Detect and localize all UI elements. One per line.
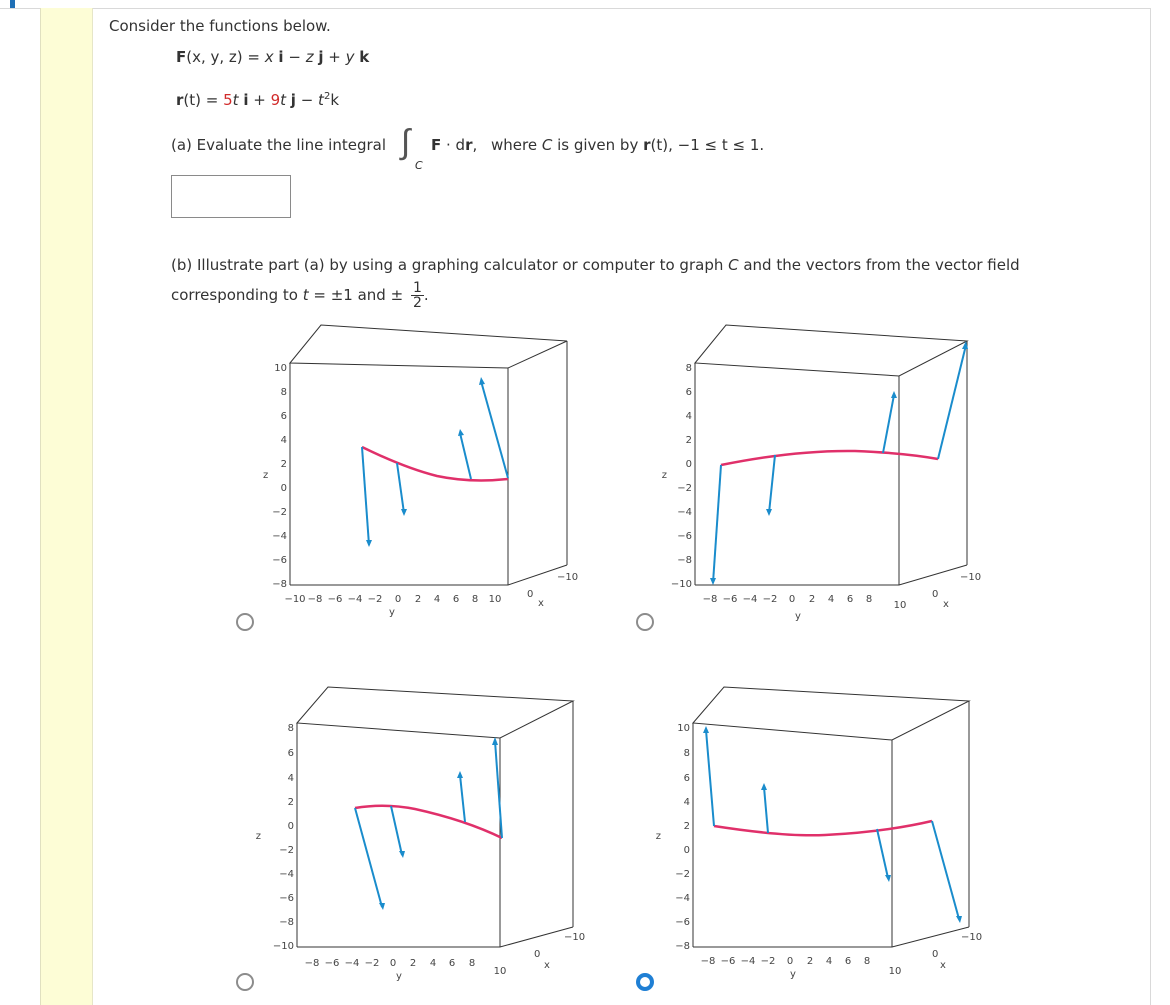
arrowhead xyxy=(399,851,405,858)
integrand: F · dr, xyxy=(431,136,478,154)
svg-text:z: z xyxy=(255,831,261,842)
svg-text:x: x xyxy=(538,598,544,609)
svg-text:−2: −2 xyxy=(760,956,776,967)
arrowhead xyxy=(703,726,709,733)
accent-bar xyxy=(10,0,15,8)
svg-text:−6: −6 xyxy=(279,893,294,904)
svg-text:2: 2 xyxy=(280,459,287,470)
z-tick-labels xyxy=(656,723,690,952)
svg-text:8: 8 xyxy=(685,363,692,374)
svg-text:−6: −6 xyxy=(677,531,692,542)
z-tick-labels xyxy=(256,723,294,952)
svg-text:4: 4 xyxy=(433,594,441,605)
svg-text:8: 8 xyxy=(863,956,871,967)
question-side-strip xyxy=(40,8,93,1005)
svg-text:−8: −8 xyxy=(307,594,323,605)
svg-text:2: 2 xyxy=(414,594,422,605)
arrowhead xyxy=(710,578,716,585)
integral-subscript: C xyxy=(415,159,423,172)
svg-text:2: 2 xyxy=(409,958,417,969)
svg-text:−10: −10 xyxy=(670,579,692,590)
top-rule xyxy=(0,0,1150,9)
svg-text:−6: −6 xyxy=(722,594,738,605)
radio-option-b[interactable] xyxy=(636,613,654,631)
vector-arrow xyxy=(932,821,959,919)
svg-text:−10: −10 xyxy=(272,941,294,952)
svg-text:10: 10 xyxy=(493,966,507,977)
graph-option-a xyxy=(255,323,580,623)
radio-option-a[interactable] xyxy=(236,613,254,631)
svg-text:10: 10 xyxy=(274,363,287,374)
arrowhead xyxy=(761,783,767,790)
svg-text:z: z xyxy=(655,831,661,842)
svg-text:0: 0 xyxy=(788,594,796,605)
y-tick-labels xyxy=(703,594,907,622)
svg-text:−4: −4 xyxy=(279,869,294,880)
vector-arrow xyxy=(397,463,404,513)
vector-arrow xyxy=(362,447,369,545)
svg-text:−4: −4 xyxy=(677,507,692,518)
svg-text:2: 2 xyxy=(808,594,816,605)
svg-text:−10: −10 xyxy=(557,572,579,583)
svg-text:2: 2 xyxy=(287,797,294,808)
svg-text:y: y xyxy=(795,611,801,622)
svg-text:6: 6 xyxy=(287,748,294,759)
svg-text:0: 0 xyxy=(287,821,294,832)
intro-text: Consider the functions below. xyxy=(109,17,331,35)
svg-text:0: 0 xyxy=(394,594,402,605)
svg-text:8: 8 xyxy=(471,594,479,605)
svg-text:−6: −6 xyxy=(327,594,343,605)
svg-text:−2: −2 xyxy=(272,507,287,518)
svg-text:−4: −4 xyxy=(742,594,758,605)
vector-arrow xyxy=(495,741,502,838)
svg-text:4: 4 xyxy=(683,797,690,808)
svg-text:0: 0 xyxy=(932,589,939,600)
vector-arrow xyxy=(769,455,775,513)
radio-option-c[interactable] xyxy=(236,973,254,991)
svg-text:x: x xyxy=(943,599,949,610)
arrowhead xyxy=(366,540,372,547)
svg-text:−4: −4 xyxy=(675,893,690,904)
z-tick-labels xyxy=(662,363,692,590)
r-equation: r(t) = 5t i + 9t $j - t^2k$ xyxy=(176,91,339,109)
vector-arrow xyxy=(883,395,894,453)
part-b-line1: (b) Illustrate part (a) by using a graphing calculator or computer to graph C and the vectors from the vector field xyxy=(171,256,1020,274)
vector-arrow xyxy=(877,829,888,878)
svg-text:6: 6 xyxy=(280,411,287,422)
vector-arrow xyxy=(481,381,508,478)
svg-text:6: 6 xyxy=(452,594,460,605)
svg-text:0: 0 xyxy=(389,958,397,969)
x-tick-labels xyxy=(527,572,578,609)
svg-text:4: 4 xyxy=(287,773,294,784)
svg-text:10: 10 xyxy=(893,600,907,611)
svg-text:−8: −8 xyxy=(304,958,320,969)
y-tick-labels xyxy=(284,594,501,618)
svg-text:y: y xyxy=(790,969,796,980)
svg-text:10: 10 xyxy=(888,966,902,977)
svg-text:−2: −2 xyxy=(675,869,690,880)
vector-arrow xyxy=(706,730,714,826)
F-equation: F(x, y, z) = x i − z j + y k xyxy=(176,48,370,66)
svg-text:y: y xyxy=(389,607,395,618)
arrowhead xyxy=(458,429,464,436)
vector-arrow xyxy=(764,787,768,833)
z-tick-labels xyxy=(263,363,287,590)
svg-text:−8: −8 xyxy=(702,594,718,605)
curve xyxy=(355,806,502,838)
part-a-label: (a) Evaluate the line integral xyxy=(171,136,387,154)
arrowhead xyxy=(885,875,891,882)
y-tick-labels xyxy=(701,956,902,980)
svg-text:2: 2 xyxy=(806,956,814,967)
svg-text:6: 6 xyxy=(844,956,852,967)
svg-text:8: 8 xyxy=(683,748,690,759)
svg-text:4: 4 xyxy=(280,435,287,446)
curve xyxy=(721,451,938,465)
svg-text:0: 0 xyxy=(685,459,692,470)
panel-right-border xyxy=(1150,8,1151,1005)
svg-text:z: z xyxy=(661,470,667,481)
svg-text:6: 6 xyxy=(683,773,690,784)
svg-text:−4: −4 xyxy=(344,958,360,969)
svg-text:0: 0 xyxy=(786,956,794,967)
svg-text:4: 4 xyxy=(825,956,833,967)
vector-arrow xyxy=(391,806,402,855)
svg-text:10: 10 xyxy=(677,723,690,734)
svg-text:x: x xyxy=(544,960,550,971)
svg-text:2: 2 xyxy=(683,821,690,832)
svg-text:−2: −2 xyxy=(677,483,692,494)
svg-text:−8: −8 xyxy=(279,917,294,928)
arrowhead xyxy=(401,509,407,516)
radio-option-d[interactable] xyxy=(636,973,654,991)
svg-text:4: 4 xyxy=(429,958,437,969)
graph-option-c xyxy=(255,685,586,985)
graph-option-b xyxy=(655,323,980,623)
svg-text:−6: −6 xyxy=(720,956,736,967)
svg-text:8: 8 xyxy=(865,594,873,605)
svg-text:8: 8 xyxy=(287,723,294,734)
integral-sign: ∫ xyxy=(401,122,411,162)
curve xyxy=(362,447,508,480)
svg-text:x: x xyxy=(940,960,946,971)
svg-text:−4: −4 xyxy=(347,594,363,605)
svg-text:−8: −8 xyxy=(677,555,692,566)
svg-text:−8: −8 xyxy=(272,579,287,590)
svg-text:−6: −6 xyxy=(324,958,340,969)
svg-text:−10: −10 xyxy=(284,594,306,605)
svg-text:4: 4 xyxy=(827,594,835,605)
svg-text:0: 0 xyxy=(683,845,690,856)
svg-text:6: 6 xyxy=(685,387,692,398)
x-tick-labels xyxy=(932,572,981,610)
vector-arrow xyxy=(938,345,966,459)
svg-text:−2: −2 xyxy=(279,845,294,856)
svg-text:4: 4 xyxy=(685,411,692,422)
svg-text:−8: −8 xyxy=(700,956,716,967)
arrowhead xyxy=(891,391,897,398)
answer-input[interactable] xyxy=(171,175,291,218)
x-tick-labels xyxy=(932,932,982,971)
svg-text:−10: −10 xyxy=(564,932,586,943)
svg-text:2: 2 xyxy=(685,435,692,446)
svg-text:8: 8 xyxy=(280,387,287,398)
svg-text:6: 6 xyxy=(448,958,456,969)
svg-text:0: 0 xyxy=(527,589,534,600)
svg-text:6: 6 xyxy=(846,594,854,605)
arrowhead xyxy=(956,916,962,923)
svg-text:0: 0 xyxy=(534,949,541,960)
vector-arrow xyxy=(460,433,471,479)
svg-text:y: y xyxy=(396,971,402,982)
arrowhead xyxy=(379,903,385,910)
y-tick-labels xyxy=(305,958,507,982)
svg-text:−4: −4 xyxy=(740,956,756,967)
integral-where: where C is given by r(t), −1 ≤ t ≤ 1. xyxy=(491,136,765,154)
svg-text:−4: −4 xyxy=(272,531,287,542)
svg-text:−10: −10 xyxy=(961,932,983,943)
curve xyxy=(714,821,932,835)
svg-text:8: 8 xyxy=(468,958,476,969)
x-tick-labels xyxy=(534,932,585,971)
svg-text:−2: −2 xyxy=(364,958,380,969)
svg-text:−10: −10 xyxy=(960,572,982,583)
graph-option-d xyxy=(655,685,983,985)
arrowhead xyxy=(457,771,463,778)
svg-text:−8: −8 xyxy=(675,941,690,952)
vector-arrow xyxy=(713,465,721,583)
svg-text:z: z xyxy=(263,470,269,481)
svg-text:10: 10 xyxy=(488,594,502,605)
one-half-fraction: $\frac{1}{2}$ xyxy=(412,280,422,311)
vector-arrow xyxy=(460,775,465,822)
svg-text:0: 0 xyxy=(932,949,939,960)
svg-text:−2: −2 xyxy=(762,594,778,605)
vector-arrow xyxy=(355,808,382,907)
part-b-line2: corresponding to t = ±1 and ± $\frac{1}{2}$ . xyxy=(171,280,429,311)
arrowhead xyxy=(766,509,772,516)
svg-text:−6: −6 xyxy=(272,555,287,566)
arrowhead xyxy=(479,377,485,385)
svg-text:0: 0 xyxy=(280,483,287,494)
svg-text:−6: −6 xyxy=(675,917,690,928)
svg-text:−2: −2 xyxy=(367,594,383,605)
